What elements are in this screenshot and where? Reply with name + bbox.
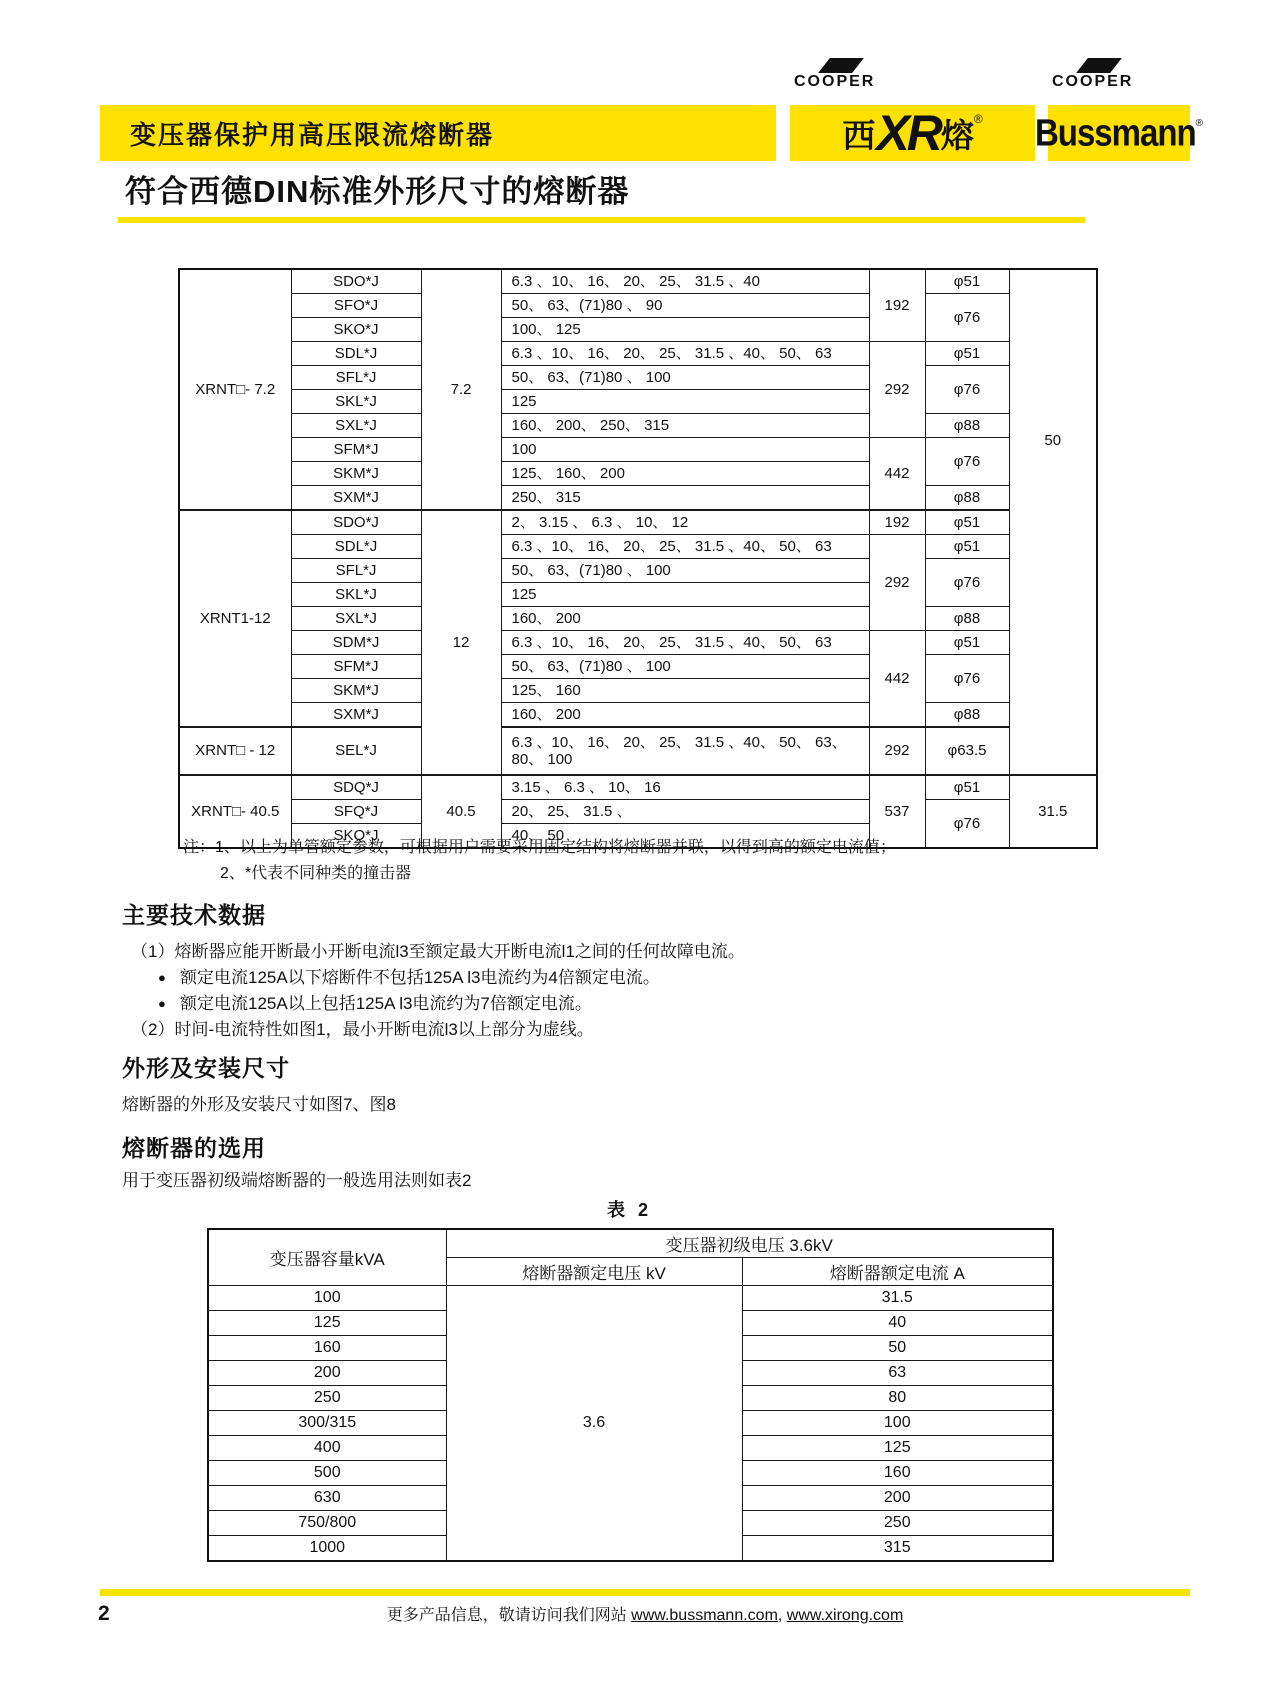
fuse-current-cell: 31.5 — [742, 1286, 1053, 1311]
fuse-table-row — [179, 800, 1097, 824]
fuse-table-cell: 100、 125 — [501, 318, 869, 342]
fuse-current-cell: 125 — [742, 1436, 1053, 1461]
fuse-table-cell: 160、 200 — [501, 703, 869, 728]
fuse-table-cell: XRNT□ - 12 — [179, 727, 291, 775]
selection-table — [207, 1228, 1054, 1562]
fuse-table-cell: 292 — [869, 535, 925, 631]
bussmann-logo — [1034, 73, 1204, 161]
table-header-row — [208, 1229, 1053, 1258]
fuse-table-cell: SFL*J — [291, 559, 421, 583]
fuse-table-cell: SDL*J — [291, 342, 421, 366]
xirong-logo — [790, 73, 1035, 161]
header-band — [100, 73, 1204, 161]
capacity-cell: 1000 — [208, 1536, 446, 1562]
fuse-table-cell: SFQ*J — [291, 800, 421, 824]
fuse-table-cell: φ88 — [925, 607, 1009, 631]
fuse-table-cell: SFL*J — [291, 366, 421, 390]
fuse-table-cell: φ76 — [925, 438, 1009, 486]
cooper-label-right — [1052, 58, 1133, 90]
tech-item-2: （2）时间-电流特性如图1，最小开断电流l3以上部分为虚线。 — [131, 1020, 594, 1039]
fuse-table-cell: 292 — [869, 727, 925, 775]
fuse-table-cell: 40.5 — [421, 775, 501, 848]
fuse-table-row — [179, 655, 1097, 679]
bussmann-wordmark: Bussmann — [1034, 111, 1196, 154]
fuse-table-cell: SFO*J — [291, 294, 421, 318]
fuse-table-cell: 192 — [869, 269, 925, 342]
fuse-current-cell: 80 — [742, 1386, 1053, 1411]
primary-voltage-header: 变压器初级电压 3.6kV — [446, 1229, 1053, 1258]
logo-xr-mark: XR — [876, 105, 940, 161]
fuse-table-cell: XRNT1-12 — [179, 510, 291, 727]
fuse-table-row — [179, 703, 1097, 728]
xirong-link[interactable]: www.xirong.com — [786, 1607, 904, 1624]
fuse-table-cell: SXL*J — [291, 607, 421, 631]
fuse-table-row — [179, 486, 1097, 511]
fuse-table-row — [179, 342, 1097, 366]
fuse-voltage-header: 熔断器额定电压 kV — [446, 1258, 742, 1286]
fuse-table-row — [179, 607, 1097, 631]
bullet-icon: ● — [158, 970, 166, 985]
fuse-table-cell: 6.3 、10、 16、 20、 25、 31.5 、40、 50、 63、 80、 100 — [501, 727, 869, 775]
fuse-table-row — [179, 510, 1097, 535]
fuse-table-cell: φ63.5 — [925, 727, 1009, 775]
dimensions-heading: 外形及安装尺寸 — [122, 1055, 290, 1081]
logo-char-rong: 熔 — [940, 116, 974, 154]
capacity-cell: 400 — [208, 1436, 446, 1461]
fuse-current-cell: 200 — [742, 1486, 1053, 1511]
fuse-table-row — [179, 535, 1097, 559]
fuse-table-cell: 7.2 — [421, 269, 501, 510]
cooper-wordmark: COOPER — [794, 73, 876, 90]
fuse-table-cell: 6.3 、10、 16、 20、 25、 31.5 、40、 50、 63 — [501, 631, 869, 655]
fuse-current-cell: 100 — [742, 1411, 1053, 1436]
footer-separator: , — [777, 1607, 783, 1624]
fuse-table-cell: 100 — [501, 438, 869, 462]
fuse-table-cell: SKL*J — [291, 583, 421, 607]
fuse-table-cell: 50、 63、(71)80 、 90 — [501, 294, 869, 318]
fuse-table-cell: φ88 — [925, 486, 1009, 511]
capacity-cell: 100 — [208, 1286, 446, 1311]
note-line-2: 2、*代表不同种类的撞击器 — [220, 865, 412, 882]
fuse-table-cell: 160、 200、 250、 315 — [501, 414, 869, 438]
fuse-table-cell: SKL*J — [291, 390, 421, 414]
fuse-table-cell: 20、 25、 31.5 、 — [501, 800, 869, 824]
fuse-table-cell: 6.3 、10、 16、 20、 25、 31.5 、40 — [501, 269, 869, 294]
fuse-current-cell: 40 — [742, 1311, 1053, 1336]
dimensions-body: 熔断器的外形及安装尺寸如图7、图8 — [122, 1095, 396, 1114]
fuse-table-cell: SFM*J — [291, 655, 421, 679]
fuse-current-header: 熔断器额定电流 A — [742, 1258, 1053, 1286]
fuse-table-cell: φ76 — [925, 559, 1009, 607]
fuse-current-cell: 50 — [742, 1336, 1053, 1361]
selection-table-row — [208, 1286, 1053, 1311]
fuse-table-cell: φ51 — [925, 535, 1009, 559]
tech-bullet-2-text: 额定电流125A以上包括125A l3电流约为7倍额定电流。 — [180, 994, 592, 1013]
fuse-voltage-cell: 3.6 — [446, 1286, 742, 1562]
fuse-table-cell: 160、 200 — [501, 607, 869, 631]
fuse-table-cell: 40、 50 — [501, 824, 869, 849]
fuse-table-cell: 3.15 、 6.3 、 10、 16 — [501, 775, 869, 800]
title-divider — [118, 217, 1085, 223]
fuse-table-cell: 125、 160 — [501, 679, 869, 703]
registered-icon: ® — [1195, 117, 1204, 129]
fuse-table-cell: 31.5 — [1009, 775, 1097, 848]
fuse-table-cell: SDO*J — [291, 510, 421, 535]
selection-body: 用于变压器初级端熔断器的一般选用法则如表2 — [122, 1171, 472, 1190]
selection-heading: 熔断器的选用 — [122, 1135, 266, 1161]
banner-title: 变压器保护用高压限流熔断器 — [130, 119, 495, 150]
fuse-table-cell: 125 — [501, 390, 869, 414]
fuse-table-row — [179, 727, 1097, 775]
page-number: 2 — [98, 1602, 110, 1625]
capacity-column-header: 变压器容量kVA — [208, 1229, 446, 1286]
fuse-table-cell: 50、 63、(71)80 、 100 — [501, 655, 869, 679]
table2-label: 表 2 — [606, 1200, 652, 1220]
fuse-table-cell: SDQ*J — [291, 775, 421, 800]
tech-bullet-2 — [158, 989, 592, 1014]
fuse-table-cell: 2、 3.15 、 6.3 、 10、 12 — [501, 510, 869, 535]
page-title: 符合西德DIN标准外形尺寸的熔断器 — [125, 174, 630, 209]
fuse-ratings-table — [178, 268, 1098, 849]
fuse-current-cell: 63 — [742, 1361, 1053, 1386]
table-notes — [183, 835, 896, 887]
section-banner — [100, 105, 776, 161]
fuse-table-cell: 125、 160、 200 — [501, 462, 869, 486]
tech-bullet-1 — [158, 963, 660, 988]
capacity-cell: 250 — [208, 1386, 446, 1411]
fuse-table-cell: φ88 — [925, 703, 1009, 728]
fuse-table-row — [179, 559, 1097, 583]
fuse-table-cell: SFM*J — [291, 438, 421, 462]
fuse-table-cell: 50 — [1009, 269, 1097, 775]
fuse-table-cell: φ88 — [925, 414, 1009, 438]
fuse-table-row — [179, 775, 1097, 800]
fuse-table-cell: 442 — [869, 631, 925, 728]
fuse-table-cell: SKM*J — [291, 679, 421, 703]
footer-text — [100, 1602, 1190, 1625]
bussmann-link[interactable]: www.bussmann.com — [631, 1607, 778, 1624]
fuse-current-cell: 250 — [742, 1511, 1053, 1536]
fuse-table-cell: φ76 — [925, 294, 1009, 342]
fuse-table-cell: SKO*J — [291, 318, 421, 342]
fuse-table-cell: SDM*J — [291, 631, 421, 655]
tech-bullet-1-text: 额定电流125A以下熔断件不包括125A l3电流约为4倍额定电流。 — [180, 968, 660, 987]
fuse-table-cell: SXL*J — [291, 414, 421, 438]
fuse-table-cell: φ51 — [925, 342, 1009, 366]
capacity-cell: 300/315 — [208, 1411, 446, 1436]
fuse-table-cell: 6.3 、10、 16、 20、 25、 31.5 、40、 50、 63 — [501, 535, 869, 559]
fuse-table-row — [179, 414, 1097, 438]
fuse-table-cell: 125 — [501, 583, 869, 607]
registered-icon: ® — [973, 112, 983, 126]
capacity-cell: 630 — [208, 1486, 446, 1511]
bullet-icon: ● — [158, 996, 166, 1011]
fuse-table-cell: φ51 — [925, 269, 1009, 294]
footer-divider — [100, 1589, 1190, 1596]
tech-item-1: （1）熔断器应能开断最小开断电流l3至额定最大开断电流l1之间的任何故障电流。 — [131, 942, 745, 961]
capacity-cell: 160 — [208, 1336, 446, 1361]
fuse-table-cell: 192 — [869, 510, 925, 535]
fuse-table-cell: SDL*J — [291, 535, 421, 559]
fuse-table-cell: SKM*J — [291, 462, 421, 486]
fuse-table-row — [179, 438, 1097, 462]
fuse-table-cell: φ51 — [925, 510, 1009, 535]
fuse-table-cell: 50、 63、(71)80 、 100 — [501, 559, 869, 583]
cooper-flag-icon — [1076, 58, 1122, 73]
capacity-cell: 750/800 — [208, 1511, 446, 1536]
fuse-table-cell: 537 — [869, 775, 925, 848]
footer-message: 更多产品信息，敬请访问我们网站 — [386, 1607, 627, 1624]
fuse-current-cell: 315 — [742, 1536, 1053, 1562]
capacity-cell: 500 — [208, 1461, 446, 1486]
fuse-table-cell: SXM*J — [291, 703, 421, 728]
fuse-table-cell: 292 — [869, 342, 925, 438]
cooper-flag-icon — [818, 58, 864, 73]
fuse-table-cell: φ51 — [925, 631, 1009, 655]
fuse-table-row — [179, 269, 1097, 294]
fuse-table-cell: 442 — [869, 438, 925, 511]
cooper-label-left — [794, 58, 875, 90]
fuse-table-cell: XRNT□- 40.5 — [179, 775, 291, 848]
fuse-table-cell: XRNT□- 7.2 — [179, 269, 291, 510]
logo-char-xi: 西 — [842, 116, 876, 154]
fuse-table-row — [179, 366, 1097, 390]
fuse-table-row — [179, 294, 1097, 318]
cooper-wordmark: COOPER — [1052, 73, 1134, 90]
fuse-table-cell: φ76 — [925, 655, 1009, 703]
note-line-1: 注：1、以上为单管额定参数，可根据用户需要采用固定结构将熔断器并联，以得到高的额定电流值； — [183, 839, 896, 856]
fuse-table-cell: SDO*J — [291, 269, 421, 294]
fuse-table-cell: φ76 — [925, 800, 1009, 849]
fuse-table-cell: SEL*J — [291, 727, 421, 775]
fuse-table-cell: φ51 — [925, 775, 1009, 800]
fuse-table-cell: 250、 315 — [501, 486, 869, 511]
tech-data-heading: 主要技术数据 — [122, 902, 266, 928]
fuse-current-cell: 160 — [742, 1461, 1053, 1486]
fuse-table-cell: 6.3 、10、 16、 20、 25、 31.5 、40、 50、 63 — [501, 342, 869, 366]
fuse-table-row — [179, 631, 1097, 655]
fuse-table-cell: SKQ*J — [291, 824, 421, 849]
capacity-cell: 200 — [208, 1361, 446, 1386]
capacity-cell: 125 — [208, 1311, 446, 1336]
fuse-table-cell: 12 — [421, 510, 501, 775]
fuse-table-cell: φ76 — [925, 366, 1009, 414]
fuse-table-cell: 50、 63、(71)80 、 100 — [501, 366, 869, 390]
fuse-table-cell: SXM*J — [291, 486, 421, 511]
